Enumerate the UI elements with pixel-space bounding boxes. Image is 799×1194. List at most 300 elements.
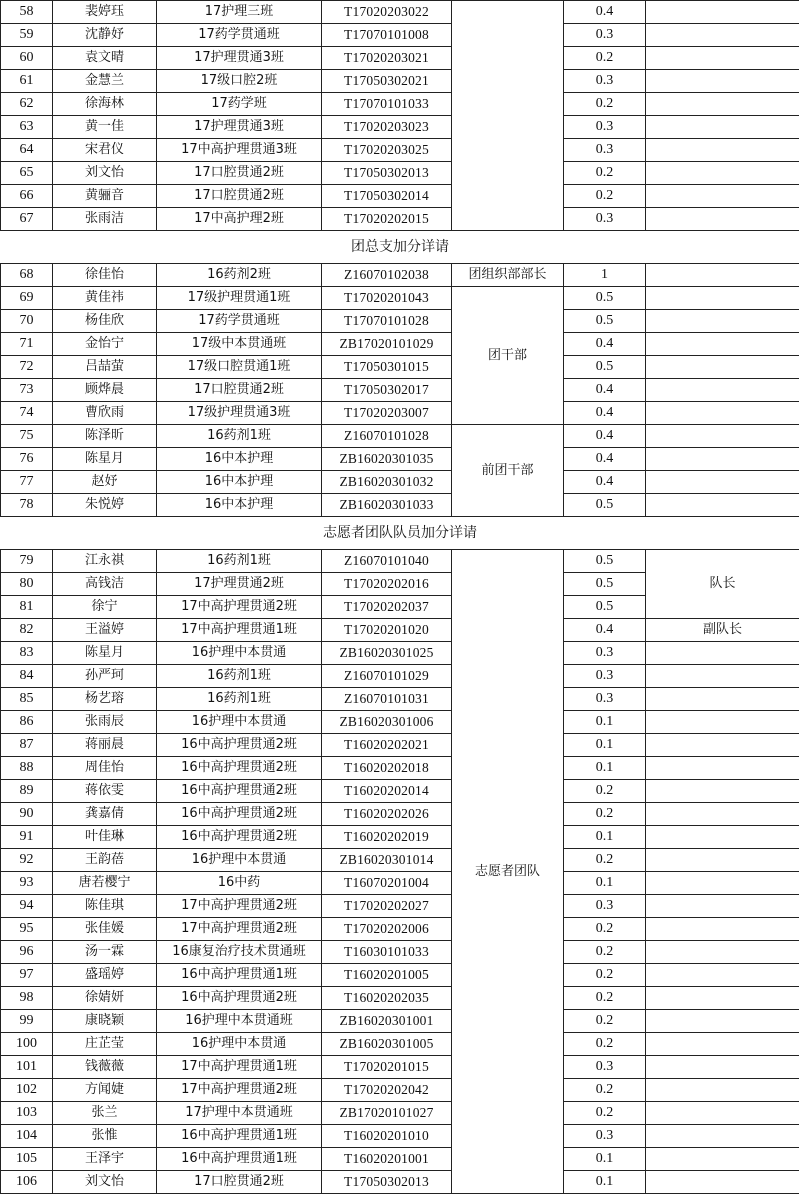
student-name: 张雨辰 (53, 711, 157, 734)
student-id: T16020201001 (322, 1148, 452, 1171)
student-id: T16020202035 (322, 987, 452, 1010)
score: 0.3 (564, 688, 646, 711)
score: 0.2 (564, 987, 646, 1010)
student-name: 盛瑶婷 (53, 964, 157, 987)
row-number: 68 (1, 264, 53, 287)
student-name: 刘文怡 (53, 162, 157, 185)
table-row (1, 1033, 799, 1056)
score: 0.2 (564, 1079, 646, 1102)
student-name: 沈静妤 (53, 24, 157, 47)
class-name: 16中高护理贯通2班 (157, 780, 322, 803)
student-id: ZB17020101027 (322, 1102, 452, 1125)
student-name: 杨艺瑢 (53, 688, 157, 711)
class-name: 16康复治疗技术贯通班 (157, 941, 322, 964)
student-name: 钱薇薇 (53, 1056, 157, 1079)
score: 0.2 (564, 1033, 646, 1056)
class-name: 16中本护理 (157, 471, 322, 494)
row-number: 85 (1, 688, 53, 711)
student-id: T17020202027 (322, 895, 452, 918)
student-name: 宋君仪 (53, 139, 157, 162)
note-cell (646, 642, 799, 665)
table-body (1, 1, 799, 1194)
student-id: T16020201010 (322, 1125, 452, 1148)
score: 0.4 (564, 448, 646, 471)
row-number: 86 (1, 711, 53, 734)
row-number: 59 (1, 24, 53, 47)
score: 0.2 (564, 941, 646, 964)
row-number: 80 (1, 573, 53, 596)
student-id: ZB16020301006 (322, 711, 452, 734)
student-name: 金慧兰 (53, 70, 157, 93)
section-title-row (1, 231, 799, 264)
row-number: 84 (1, 665, 53, 688)
note-cell (646, 895, 799, 918)
note-cell (646, 872, 799, 895)
note-cell (646, 711, 799, 734)
student-id: T17050302014 (322, 185, 452, 208)
student-name: 高钱洁 (53, 573, 157, 596)
note-cell (646, 964, 799, 987)
row-number: 58 (1, 1, 53, 24)
class-name: 17中高护理贯通1班 (157, 619, 322, 642)
student-name: 曹欣雨 (53, 402, 157, 425)
table-row (1, 941, 799, 964)
row-number: 91 (1, 826, 53, 849)
row-number: 66 (1, 185, 53, 208)
score: 0.1 (564, 1148, 646, 1171)
table-row (1, 918, 799, 941)
student-id: ZB16020301001 (322, 1010, 452, 1033)
note-cell (646, 665, 799, 688)
table-row (1, 356, 799, 379)
score: 0.2 (564, 964, 646, 987)
row-number: 97 (1, 964, 53, 987)
score: 0.3 (564, 1125, 646, 1148)
class-name: 17护理中本贯通班 (157, 1102, 322, 1125)
student-name: 康晓颖 (53, 1010, 157, 1033)
table-row (1, 70, 799, 93)
row-number: 103 (1, 1102, 53, 1125)
score: 0.4 (564, 402, 646, 425)
score: 0.3 (564, 24, 646, 47)
student-id: T17020203021 (322, 47, 452, 70)
row-number: 101 (1, 1056, 53, 1079)
note-cell: 队长 (646, 550, 799, 619)
note-cell (646, 1, 799, 24)
note-cell (646, 757, 799, 780)
table-row (1, 688, 799, 711)
student-id: Z16070101040 (322, 550, 452, 573)
row-number: 70 (1, 310, 53, 333)
class-name: 16中高护理贯通1班 (157, 964, 322, 987)
table-row (1, 1102, 799, 1125)
table-row (1, 550, 799, 573)
student-name: 龚嘉倩 (53, 803, 157, 826)
student-name: 袁文晴 (53, 47, 157, 70)
student-id: T17070101008 (322, 24, 452, 47)
score: 0.3 (564, 895, 646, 918)
score: 0.2 (564, 47, 646, 70)
table-row (1, 826, 799, 849)
student-id: ZB16020301033 (322, 494, 452, 517)
note-cell: 副队长 (646, 619, 799, 642)
student-id: T17020202016 (322, 573, 452, 596)
score: 0.2 (564, 1102, 646, 1125)
student-id: T16020202021 (322, 734, 452, 757)
student-name: 吕喆萤 (53, 356, 157, 379)
score: 0.4 (564, 1, 646, 24)
row-number: 64 (1, 139, 53, 162)
student-name: 徐婧妍 (53, 987, 157, 1010)
score: 0.4 (564, 471, 646, 494)
table-row (1, 1171, 799, 1194)
student-id: T17050301015 (322, 356, 452, 379)
class-name: 17药学贯通班 (157, 310, 322, 333)
class-name: 16护理中本贯通 (157, 849, 322, 872)
student-name: 赵妤 (53, 471, 157, 494)
note-cell (646, 471, 799, 494)
note-cell (646, 287, 799, 310)
table-row (1, 964, 799, 987)
note-cell (646, 1125, 799, 1148)
class-name: 16药剂2班 (157, 264, 322, 287)
note-cell (646, 139, 799, 162)
table-row (1, 619, 799, 642)
score: 0.3 (564, 208, 646, 231)
score: 0.5 (564, 310, 646, 333)
student-id: T17020201043 (322, 287, 452, 310)
row-number: 81 (1, 596, 53, 619)
student-name: 陈星月 (53, 642, 157, 665)
student-id: T16020202026 (322, 803, 452, 826)
student-id: T17020203023 (322, 116, 452, 139)
score: 0.1 (564, 757, 646, 780)
class-name: 16中本护理 (157, 494, 322, 517)
student-id: Z16070101031 (322, 688, 452, 711)
note-cell (646, 803, 799, 826)
row-number: 76 (1, 448, 53, 471)
table-row (1, 494, 799, 517)
class-name: 16护理中本贯通班 (157, 1010, 322, 1033)
score: 0.5 (564, 356, 646, 379)
student-id: T17070101033 (322, 93, 452, 116)
score: 1 (564, 264, 646, 287)
row-number: 93 (1, 872, 53, 895)
table-row (1, 665, 799, 688)
table-row (1, 471, 799, 494)
table-row (1, 734, 799, 757)
note-cell (646, 1056, 799, 1079)
student-name: 庄芷莹 (53, 1033, 157, 1056)
score: 0.4 (564, 379, 646, 402)
class-name: 17护理贯通2班 (157, 573, 322, 596)
row-number: 96 (1, 941, 53, 964)
table-row (1, 116, 799, 139)
class-name: 17口腔贯通2班 (157, 185, 322, 208)
student-name: 陈佳琪 (53, 895, 157, 918)
score: 0.2 (564, 918, 646, 941)
class-name: 16护理中本贯通 (157, 711, 322, 734)
class-name: 16中高护理贯通2班 (157, 826, 322, 849)
student-id: T17050302021 (322, 70, 452, 93)
student-name: 孙严珂 (53, 665, 157, 688)
note-cell (646, 1171, 799, 1194)
student-id: T16020202014 (322, 780, 452, 803)
row-number: 79 (1, 550, 53, 573)
note-cell (646, 941, 799, 964)
row-number: 95 (1, 918, 53, 941)
table-row (1, 310, 799, 333)
student-id: ZB16020301014 (322, 849, 452, 872)
row-number: 105 (1, 1148, 53, 1171)
student-name: 蒋依雯 (53, 780, 157, 803)
table-row (1, 987, 799, 1010)
student-id: T17070101028 (322, 310, 452, 333)
role-cell: 志愿者团队 (452, 550, 564, 1194)
section-title: 志愿者团队队员加分详请 (1, 517, 799, 550)
class-name: 16中本护理 (157, 448, 322, 471)
note-cell (646, 734, 799, 757)
note-cell (646, 162, 799, 185)
note-cell (646, 24, 799, 47)
table-row (1, 642, 799, 665)
score: 0.2 (564, 1010, 646, 1033)
student-id: T17020203007 (322, 402, 452, 425)
note-cell (646, 826, 799, 849)
note-cell (646, 448, 799, 471)
table-row (1, 849, 799, 872)
row-number: 73 (1, 379, 53, 402)
student-id: ZB16020301005 (322, 1033, 452, 1056)
note-cell (646, 310, 799, 333)
student-name: 陈泽昕 (53, 425, 157, 448)
note-cell (646, 918, 799, 941)
student-name: 朱悦婷 (53, 494, 157, 517)
table-row (1, 757, 799, 780)
student-id: T17050302017 (322, 379, 452, 402)
student-id: T17020203022 (322, 1, 452, 24)
table-row (1, 287, 799, 310)
student-name: 张佳媛 (53, 918, 157, 941)
note-cell (646, 70, 799, 93)
note-cell (646, 185, 799, 208)
note-cell (646, 688, 799, 711)
note-cell (646, 780, 799, 803)
student-id: ZB16020301032 (322, 471, 452, 494)
student-name: 汤一霖 (53, 941, 157, 964)
student-name: 金怡宁 (53, 333, 157, 356)
class-name: 16中高护理贯通2班 (157, 757, 322, 780)
class-name: 17中高护理贯通2班 (157, 895, 322, 918)
table-row (1, 24, 799, 47)
table-row (1, 93, 799, 116)
row-number: 100 (1, 1033, 53, 1056)
table-row (1, 1079, 799, 1102)
note-cell (646, 1102, 799, 1125)
class-name: 17中高护理贯通2班 (157, 1079, 322, 1102)
class-name: 17级口腔贯通1班 (157, 356, 322, 379)
row-number: 82 (1, 619, 53, 642)
score: 0.5 (564, 494, 646, 517)
student-name: 蒋丽晨 (53, 734, 157, 757)
student-name: 徐佳怡 (53, 264, 157, 287)
student-name: 陈星月 (53, 448, 157, 471)
score: 0.5 (564, 550, 646, 573)
score: 0.3 (564, 116, 646, 139)
table-row (1, 208, 799, 231)
note-cell (646, 116, 799, 139)
student-name: 张兰 (53, 1102, 157, 1125)
table-row (1, 711, 799, 734)
student-name: 王泽宇 (53, 1148, 157, 1171)
note-cell (646, 849, 799, 872)
class-name: 16药剂1班 (157, 665, 322, 688)
table-row (1, 402, 799, 425)
class-name: 17级中本贯通班 (157, 333, 322, 356)
student-name: 张惟 (53, 1125, 157, 1148)
table-row (1, 379, 799, 402)
class-name: 16中高护理贯通2班 (157, 734, 322, 757)
table-row (1, 803, 799, 826)
student-id: ZB17020101029 (322, 333, 452, 356)
class-name: 16护理中本贯通 (157, 642, 322, 665)
table-row (1, 139, 799, 162)
student-id: ZB16020301025 (322, 642, 452, 665)
note-cell (646, 47, 799, 70)
row-number: 102 (1, 1079, 53, 1102)
score: 0.4 (564, 425, 646, 448)
table-row (1, 1010, 799, 1033)
role-cell: 前团干部 (452, 425, 564, 517)
note-cell (646, 402, 799, 425)
table-row (1, 425, 799, 448)
table-row (1, 264, 799, 287)
student-id: T17020201020 (322, 619, 452, 642)
class-name: 17中高护理贯通1班 (157, 1056, 322, 1079)
role-cell (452, 1, 564, 231)
score: 0.2 (564, 162, 646, 185)
table-row (1, 448, 799, 471)
student-id: T16020202019 (322, 826, 452, 849)
class-name: 16护理中本贯通 (157, 1033, 322, 1056)
row-number: 61 (1, 70, 53, 93)
student-id: T17050302013 (322, 1171, 452, 1194)
note-cell (646, 1010, 799, 1033)
note-cell (646, 1148, 799, 1171)
row-number: 89 (1, 780, 53, 803)
note-cell (646, 208, 799, 231)
class-name: 16药剂1班 (157, 550, 322, 573)
score: 0.5 (564, 287, 646, 310)
class-name: 17中高护理2班 (157, 208, 322, 231)
row-number: 67 (1, 208, 53, 231)
class-name: 17级口腔2班 (157, 70, 322, 93)
student-id: T16070201004 (322, 872, 452, 895)
student-name: 裴婷珏 (53, 1, 157, 24)
row-number: 60 (1, 47, 53, 70)
score: 0.2 (564, 849, 646, 872)
student-id: Z16070102038 (322, 264, 452, 287)
student-id: T16020202018 (322, 757, 452, 780)
student-name: 刘文怡 (53, 1171, 157, 1194)
score: 0.1 (564, 872, 646, 895)
student-id: T17020203025 (322, 139, 452, 162)
class-name: 17药学贯通班 (157, 24, 322, 47)
row-number: 87 (1, 734, 53, 757)
student-id: T17050302013 (322, 162, 452, 185)
row-number: 65 (1, 162, 53, 185)
student-id: T16030101033 (322, 941, 452, 964)
score: 0.5 (564, 573, 646, 596)
score: 0.1 (564, 734, 646, 757)
score: 0.3 (564, 70, 646, 93)
note-cell (646, 264, 799, 287)
row-number: 104 (1, 1125, 53, 1148)
score: 0.3 (564, 642, 646, 665)
student-name: 王溢婷 (53, 619, 157, 642)
table-row (1, 185, 799, 208)
student-name: 周佳怡 (53, 757, 157, 780)
student-id: ZB16020301035 (322, 448, 452, 471)
student-name: 唐若樱宁 (53, 872, 157, 895)
score: 0.1 (564, 826, 646, 849)
row-number: 63 (1, 116, 53, 139)
score: 0.1 (564, 1171, 646, 1194)
row-number: 94 (1, 895, 53, 918)
student-id: T17020202042 (322, 1079, 452, 1102)
score: 0.3 (564, 139, 646, 162)
class-name: 17中高护理贯通2班 (157, 596, 322, 619)
note-cell (646, 356, 799, 379)
student-name: 顾烨晨 (53, 379, 157, 402)
table-row (1, 1125, 799, 1148)
student-name: 黄骊音 (53, 185, 157, 208)
class-name: 16药剂1班 (157, 688, 322, 711)
row-number: 92 (1, 849, 53, 872)
row-number: 90 (1, 803, 53, 826)
class-name: 17护理贯通3班 (157, 47, 322, 70)
row-number: 77 (1, 471, 53, 494)
table-row (1, 1, 799, 24)
row-number: 72 (1, 356, 53, 379)
row-number: 62 (1, 93, 53, 116)
class-name: 17护理贯通3班 (157, 116, 322, 139)
row-number: 99 (1, 1010, 53, 1033)
table-row (1, 333, 799, 356)
note-cell (646, 379, 799, 402)
class-name: 16中高护理贯通2班 (157, 987, 322, 1010)
class-name: 17护理三班 (157, 1, 322, 24)
row-number: 98 (1, 987, 53, 1010)
row-number: 71 (1, 333, 53, 356)
student-name: 杨佳欣 (53, 310, 157, 333)
row-number: 88 (1, 757, 53, 780)
class-name: 16中高护理贯通1班 (157, 1125, 322, 1148)
student-name: 徐海林 (53, 93, 157, 116)
class-name: 17药学班 (157, 93, 322, 116)
student-name: 江永祺 (53, 550, 157, 573)
section-title: 团总支加分详请 (1, 231, 799, 264)
class-name: 16中药 (157, 872, 322, 895)
row-number: 83 (1, 642, 53, 665)
student-id: Z16070101029 (322, 665, 452, 688)
student-name: 黄佳祎 (53, 287, 157, 310)
score: 0.2 (564, 93, 646, 116)
class-name: 17级护理贯通3班 (157, 402, 322, 425)
score: 0.1 (564, 711, 646, 734)
class-name: 17口腔贯通2班 (157, 162, 322, 185)
student-id: T16020201005 (322, 964, 452, 987)
